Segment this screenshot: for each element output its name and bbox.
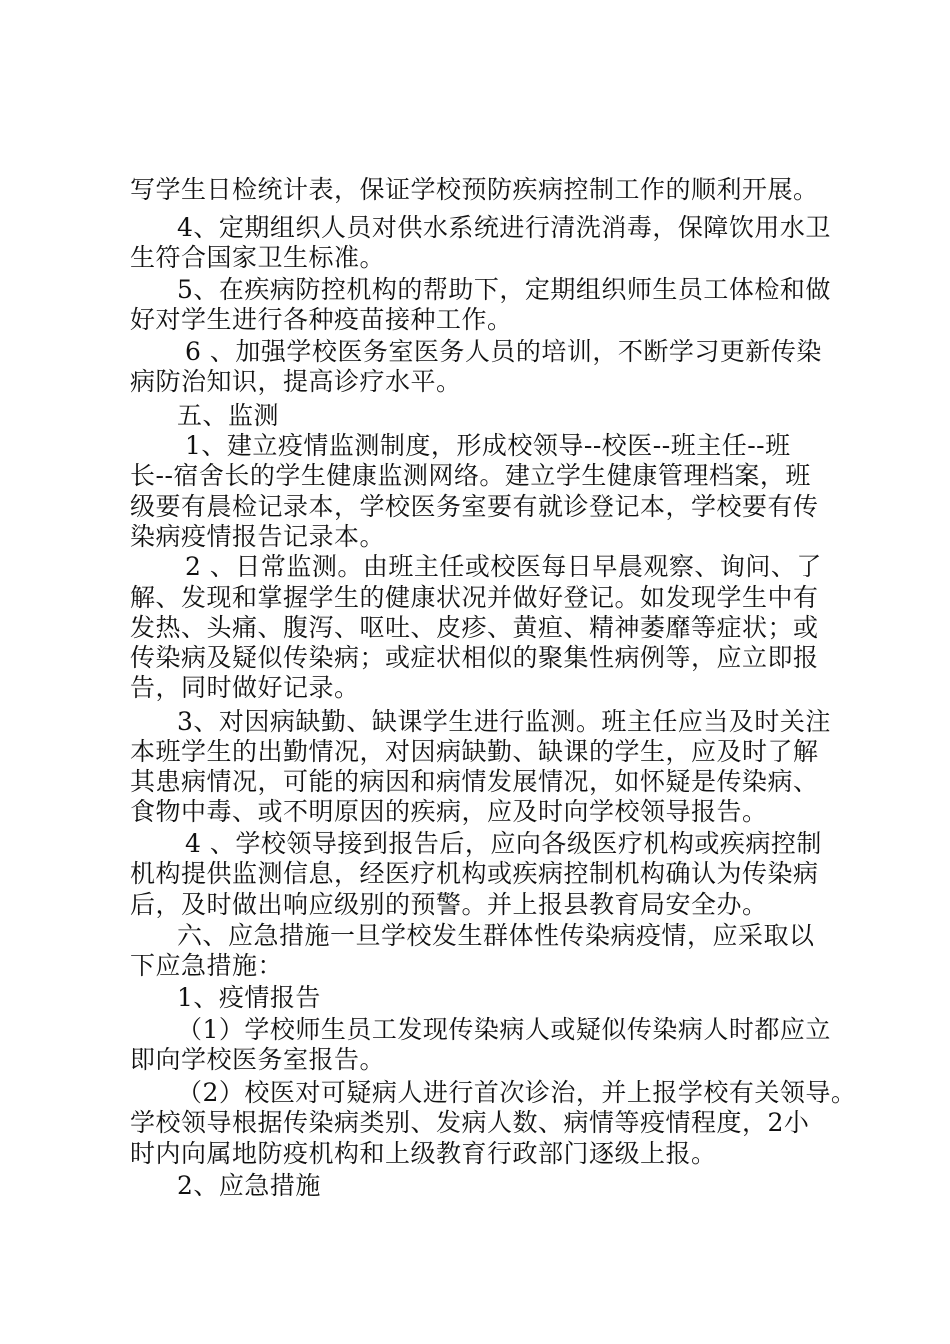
document-line: 4、定期组织人员对供水系统进行清洗消毒，保障饮用水卫 bbox=[177, 213, 831, 242]
document-line: 即向学校医务室报告。 bbox=[130, 1045, 386, 1074]
document-line: 其患病情况，可能的病因和病情发展情况，如怀疑是传染病、 bbox=[130, 767, 819, 796]
document-line: 六、应急措施一旦学校发生群体性传染病疫情，应采取以 bbox=[177, 921, 815, 950]
document-line: 6 、加强学校医务室医务人员的培训，不断学习更新传染 bbox=[185, 337, 822, 366]
document-line: 下应急措施： bbox=[130, 951, 284, 980]
document-line: 解、发现和掌握学生的健康状况并做好登记。如发现学生中有 bbox=[130, 583, 819, 612]
document-line: 传染病及疑似传染病；或症状相似的聚集性病例等，应立即报 bbox=[130, 643, 819, 672]
document-line: 4 、学校领导接到报告后，应向各级医疗机构或疾病控制 bbox=[185, 829, 822, 858]
document-line: 3、对因病缺勤、缺课学生进行监测。班主任应当及时关注 bbox=[177, 707, 831, 736]
document-line: 生符合国家卫生标准。 bbox=[130, 243, 386, 272]
document-line: 食物中毒、或不明原因的疾病，应及时向学校领导报告。 bbox=[130, 797, 768, 826]
document-line: 后，及时做出响应级别的预警。并上报县教育局安全办。 bbox=[130, 890, 768, 919]
document-line: 1、建立疫情监测制度，形成校领导--校医--班主任--班 bbox=[185, 431, 791, 460]
document-line: 机构提供监测信息，经医疗机构或疾病控制机构确认为传染病 bbox=[130, 859, 819, 888]
document-line: 染病疫情报告记录本。 bbox=[130, 522, 386, 551]
document-line: 2、应急措施 bbox=[177, 1171, 321, 1200]
document-line: 写学生日检统计表，保证学校预防疾病控制工作的顺利开展。 bbox=[130, 175, 819, 204]
document-line: 1、疫情报告 bbox=[177, 983, 321, 1012]
document-line: 长--宿舍长的学生健康监测网络。建立学生健康管理档案，班 bbox=[130, 461, 811, 490]
document-line: 级要有晨检记录本，学校医务室要有就诊登记本，学校要有传 bbox=[130, 492, 819, 521]
document-line: 学校领导根据传染病类别、发病人数、病情等疫情程度，2小 bbox=[130, 1108, 810, 1137]
document-line: 本班学生的出勤情况，对因病缺勤、缺课的学生，应及时了解 bbox=[130, 737, 819, 766]
document-line: 五、监测 bbox=[177, 401, 280, 430]
document-line: 病防治知识，提高诊疗水平。 bbox=[130, 367, 462, 396]
document-line: 好对学生进行各种疫苗接种工作。 bbox=[130, 305, 513, 334]
document-line: 2 、日常监测。由班主任或校医每日早晨观察、询问、了 bbox=[185, 552, 822, 581]
document-line: （2）校医对可疑病人进行首次诊治，并上报学校有关领导。 bbox=[177, 1078, 857, 1107]
document-line: （1）学校师生员工发现传染病人或疑似传染病人时都应立 bbox=[177, 1015, 831, 1044]
document-line: 告，同时做好记录。 bbox=[130, 673, 360, 702]
document-line: 5、在疾病防控机构的帮助下，定期组织师生员工体检和做 bbox=[177, 275, 831, 304]
document-line: 发热、头痛、腹泻、呕吐、皮疹、黄疸、精神萎靡等症状；或 bbox=[130, 613, 819, 642]
document-line: 时内向属地防疫机构和上级教育行政部门逐级上报。 bbox=[130, 1139, 717, 1168]
